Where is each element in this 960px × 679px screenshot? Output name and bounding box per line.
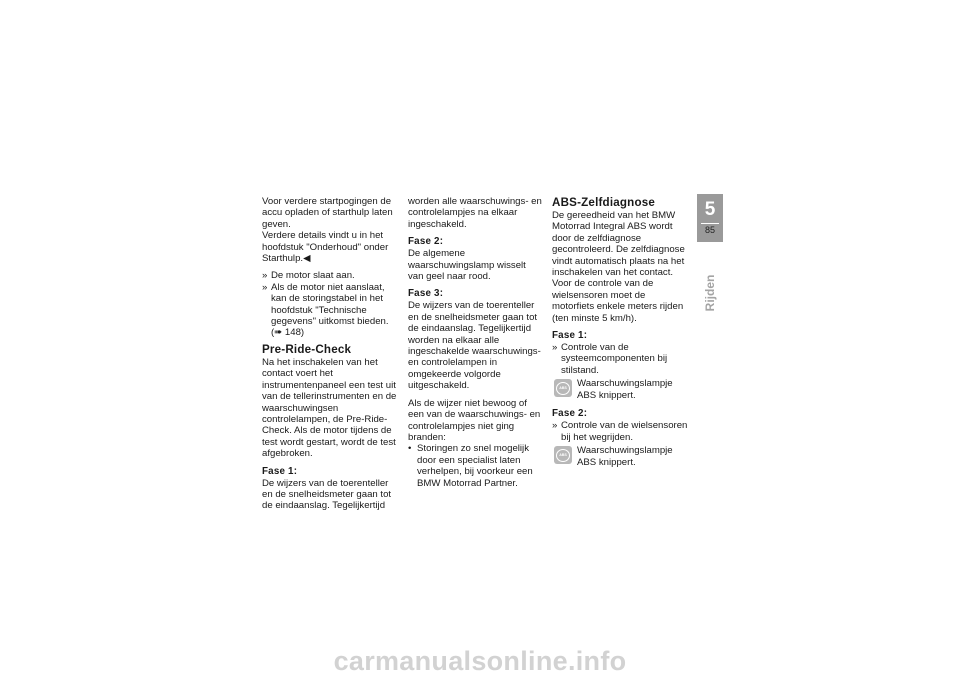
warning-paragraph: Als de wijzer niet bewoog of een van de waarschuwings- en controlelampjes niet ging branden: (408, 397, 541, 443)
abs-indicator-text: Waarschuwingslampje ABS knippert. (577, 445, 673, 468)
abs-indicator-row-2 (552, 445, 688, 469)
result-bullet-1 (262, 270, 400, 281)
fault-bullet (408, 443, 542, 489)
section-heading-abs: ABS-Zelfdiagnose (552, 196, 656, 209)
bullet-text: Controle van de wielsensoren bij het wegrijden. (561, 420, 688, 443)
abs-indicator-text: Waarschuwingslampje ABS knippert. (577, 378, 673, 401)
intro-text-2: Verdere details vindt u in het hoofdstuk "Onderhoud" onder Starthulp.◀ (262, 230, 389, 265)
column-3 (552, 196, 688, 469)
arrow-marker: » (552, 420, 558, 432)
section-heading-pre-ride-check: Pre-Ride-Check (262, 342, 352, 356)
bullet-text: Als de motor niet aanslaat, kan de storingstabel in het hoofdstuk "Technische gegevens" uitkomst bieden. (➠ 148) (271, 281, 389, 339)
abs-phase-2-title: Fase 2: (552, 408, 588, 420)
intro-text-1: Voor verdere startpogingen de accu opladen of starthulp laten geven. (262, 196, 393, 230)
arrow-marker: » (552, 342, 558, 354)
phase-1-title: Fase 1: (262, 465, 298, 477)
abs-icon-label: ABS (556, 382, 570, 395)
abs-indicator-row-1 (552, 378, 688, 402)
pre-ride-check-body: Na het inschakelen van het contact voert het instrumentenpaneel een test uit van de tellerinstrumenten en de waarschuwingsen controlelampen, de Pre-Ride-Check. Als de motor tijdens de test wordt gestart, wordt de test afgebroken. (262, 356, 397, 460)
chapter-number: 5 (704, 199, 716, 220)
watermark: carmanualsonline.info (333, 646, 627, 676)
chapter-label-text: Rijden (703, 274, 717, 312)
column-1 (262, 196, 400, 512)
abs-warning-icon (554, 446, 572, 464)
bullet-text: Storingen zo snel mogelijk door een specialist laten verhelpen, bij voorkeur een BMW Motorrad Partner. (417, 443, 533, 489)
phase-1-text: De wijzers van de toerenteller en de snelheidsmeter gaan tot de eindaanslag. Tegelijkertijd (262, 477, 392, 512)
abs-body-1: De gereedheid van het BMW Motorrad Integral ABS wordt door de zelfdiagnose gecontroleerd. De zelfdiagnose vindt automatisch plaats na het inschakelen van het contact. (552, 210, 685, 279)
abs-phase-1-bullet (552, 342, 688, 376)
abs-phase-1-title: Fase 1: (552, 330, 588, 342)
page-number: 85 (704, 225, 715, 235)
column-2 (408, 196, 542, 489)
arrow-marker: » (262, 270, 268, 282)
abs-phase-2-bullet (552, 420, 688, 443)
phase-3-text: De wijzers van de toerenteller en de snelheidsmeter gaan tot de eindaanslag. Tegelijkertijd worden na elkaar alle ingeschakelde waarschuwings- en controlelampen in omgekeerde volgorde uitgeschakeld. (408, 300, 541, 392)
phase-2-title: Fase 2: (408, 236, 444, 248)
abs-body-2: Voor de controle van de wielsensoren moet de motorfiets enkele meters rijden (ten minste 5 km/h). (552, 278, 684, 324)
chapter-divider (701, 223, 719, 224)
bullet-text: Controle van de systeemcomponenten bij stilstand. (561, 342, 668, 376)
abs-icon-label: ABS (556, 449, 570, 462)
chapter-tab (697, 194, 723, 242)
result-bullet-2 (262, 282, 400, 339)
abs-warning-icon (554, 379, 572, 397)
phase-2-text: De algemene waarschuwingslamp wisselt van geel naar rood. (408, 248, 526, 283)
dot-marker: • (408, 443, 412, 455)
phase-3-title: Fase 3: (408, 288, 444, 300)
bullet-text: De motor slaat aan. (271, 270, 355, 282)
chapter-side-label (703, 272, 717, 314)
continued-text: worden alle waarschuwings- en controlelampjes na elkaar ingeschakeld. (408, 196, 542, 230)
arrow-marker: » (262, 281, 268, 293)
